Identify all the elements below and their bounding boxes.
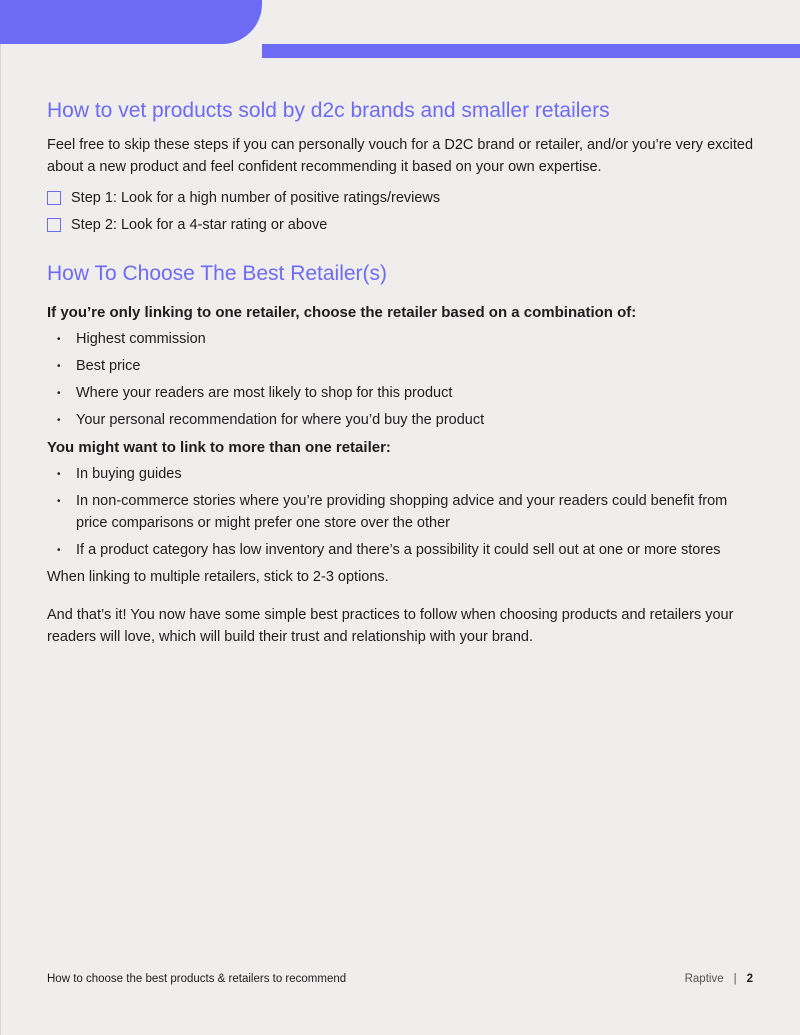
footer-right (685, 973, 753, 985)
lead-one-retailer: If you’re only linking to one retailer, choose the retailer based on a combination of: (47, 304, 637, 321)
footer-brand: Raptive (684, 973, 724, 985)
page-number: 2 (746, 973, 753, 985)
lead-multiple-retailers: You might want to link to more than one retailer: (47, 439, 391, 456)
list-item: • Best price (47, 356, 757, 378)
checklist-item-label: Step 2: Look for a 4-star rating or above (71, 216, 328, 233)
header-accent-shape (0, 0, 262, 44)
checkbox-icon[interactable] (47, 218, 61, 232)
list-item: • If a product category has low inventory and there’s a possibility it could sell out at one or more stores (47, 540, 757, 562)
checkbox-icon[interactable] (47, 191, 61, 205)
multiple-retailers-note: When linking to multiple retailers, stick to 2-3 options. (47, 568, 389, 585)
section-heading-best-retailer: How To Choose The Best Retailer(s) (47, 262, 388, 285)
header-accent-bar (262, 44, 800, 58)
checklist-item[interactable] (47, 184, 757, 211)
page-content (47, 97, 757, 648)
footer-title: How to choose the best products & retailers to recommend (47, 973, 347, 985)
list-item: • In buying guides (47, 464, 757, 486)
page-edge (0, 0, 1, 1035)
step-checklist (47, 184, 757, 238)
list-item: • Highest commission (47, 329, 757, 351)
checklist-item-label: Step 1: Look for a high number of positive ratings/reviews (71, 189, 441, 206)
list-item: • Your personal recommendation for where you’d buy the product (47, 410, 757, 432)
list-one-retailer (47, 329, 757, 432)
footer-separator: | (733, 973, 737, 985)
section-heading-vet-products: How to vet products sold by d2c brands and smaller retailers (47, 99, 610, 122)
intro-paragraph: Feel free to skip these steps if you can personally vouch for a D2C brand or retailer, and/or you’re very excited about a new product and feel confident recommending it based on your own expertise. (47, 137, 754, 175)
page-footer (47, 973, 753, 985)
list-item: • Where your readers are most likely to shop for this product (47, 383, 757, 405)
closing-paragraph: And that’s it! You now have some simple best practices to follow when choosing products and retailers your readers will love, which will build their trust and relationship with your brand. (47, 607, 734, 645)
list-multiple-retailers (47, 464, 757, 561)
checklist-item[interactable] (47, 211, 757, 238)
list-item: • In non-commerce stories where you’re providing shopping advice and your readers could benefit from price comparisons or might prefer one store over the other (47, 491, 757, 534)
